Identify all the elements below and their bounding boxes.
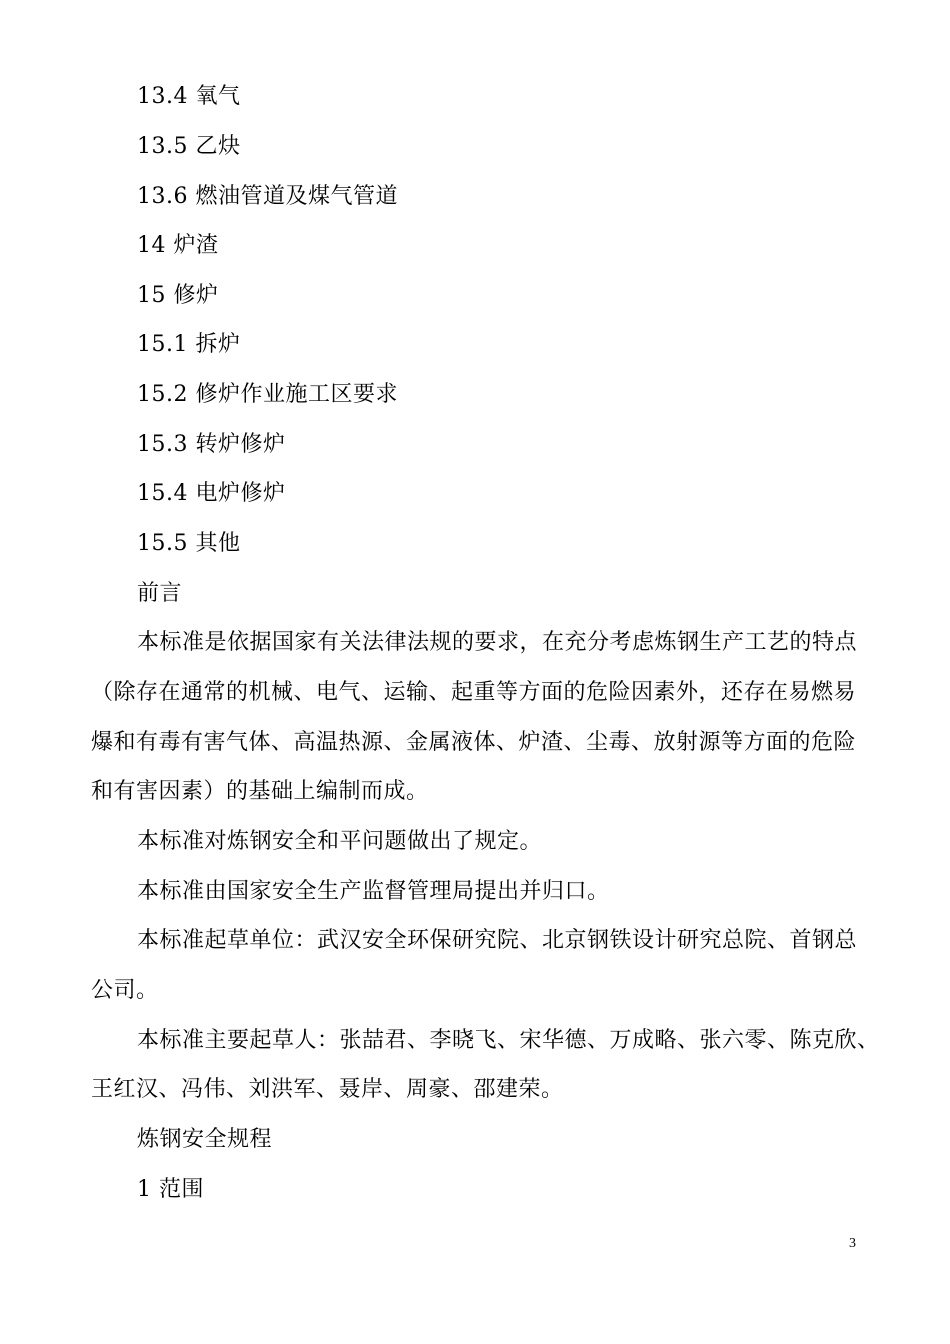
section-heading: 1 范围 <box>137 1177 204 1202</box>
toc-item: 15.3 转炉修炉 <box>137 432 286 457</box>
toc-item: 13.5 乙炔 <box>137 134 241 159</box>
toc-item: 14 炉渣 <box>137 233 219 258</box>
page-number: 3 <box>849 1236 856 1251</box>
foreword-paragraph-line: 本标准起草单位：武汉安全环保研究院、北京钢铁设计研究总院、首钢总 <box>137 928 858 953</box>
foreword-paragraph-line: 和有害因素）的基础上编制而成。 <box>91 779 429 804</box>
foreword-paragraph-line: 本标准是依据国家有关法律法规的要求，在充分考虑炼钢生产工艺的特点 <box>137 630 858 655</box>
foreword-paragraph-line: 王红汉、冯伟、刘洪军、聂岸、周豪、邵建荣。 <box>91 1077 564 1102</box>
document-title: 炼钢安全规程 <box>137 1127 273 1152</box>
foreword-paragraph-line: 公司。 <box>91 978 159 1003</box>
toc-item: 15.5 其他 <box>137 531 241 556</box>
foreword-paragraph-line: （除存在通常的机械、电气、运输、起重等方面的危险因素外，还存在易燃易 <box>91 680 857 705</box>
toc-item: 15 修炉 <box>137 283 219 308</box>
toc-item: 15.2 修炉作业施工区要求 <box>137 382 398 407</box>
foreword-paragraph: 本标准对炼钢安全和平问题做出了规定。 <box>137 829 543 854</box>
toc-item: 13.4 氧气 <box>137 84 241 109</box>
toc-item: 15.4 电炉修炉 <box>137 481 286 506</box>
foreword-paragraph-line: 本标准主要起草人：张喆君、李晓飞、宋华德、万成略、张六零、陈克欣、 <box>137 1028 880 1053</box>
foreword-paragraph: 本标准由国家安全生产监督管理局提出并归口。 <box>137 879 610 904</box>
foreword-paragraph-line: 爆和有毒有害气体、高温热源、金属液体、炉渣、尘毒、放射源等方面的危险 <box>91 730 857 755</box>
toc-item: 15.1 拆炉 <box>137 332 241 357</box>
toc-item: 13.6 燃油管道及煤气管道 <box>137 184 398 209</box>
foreword-heading: 前言 <box>137 581 183 606</box>
